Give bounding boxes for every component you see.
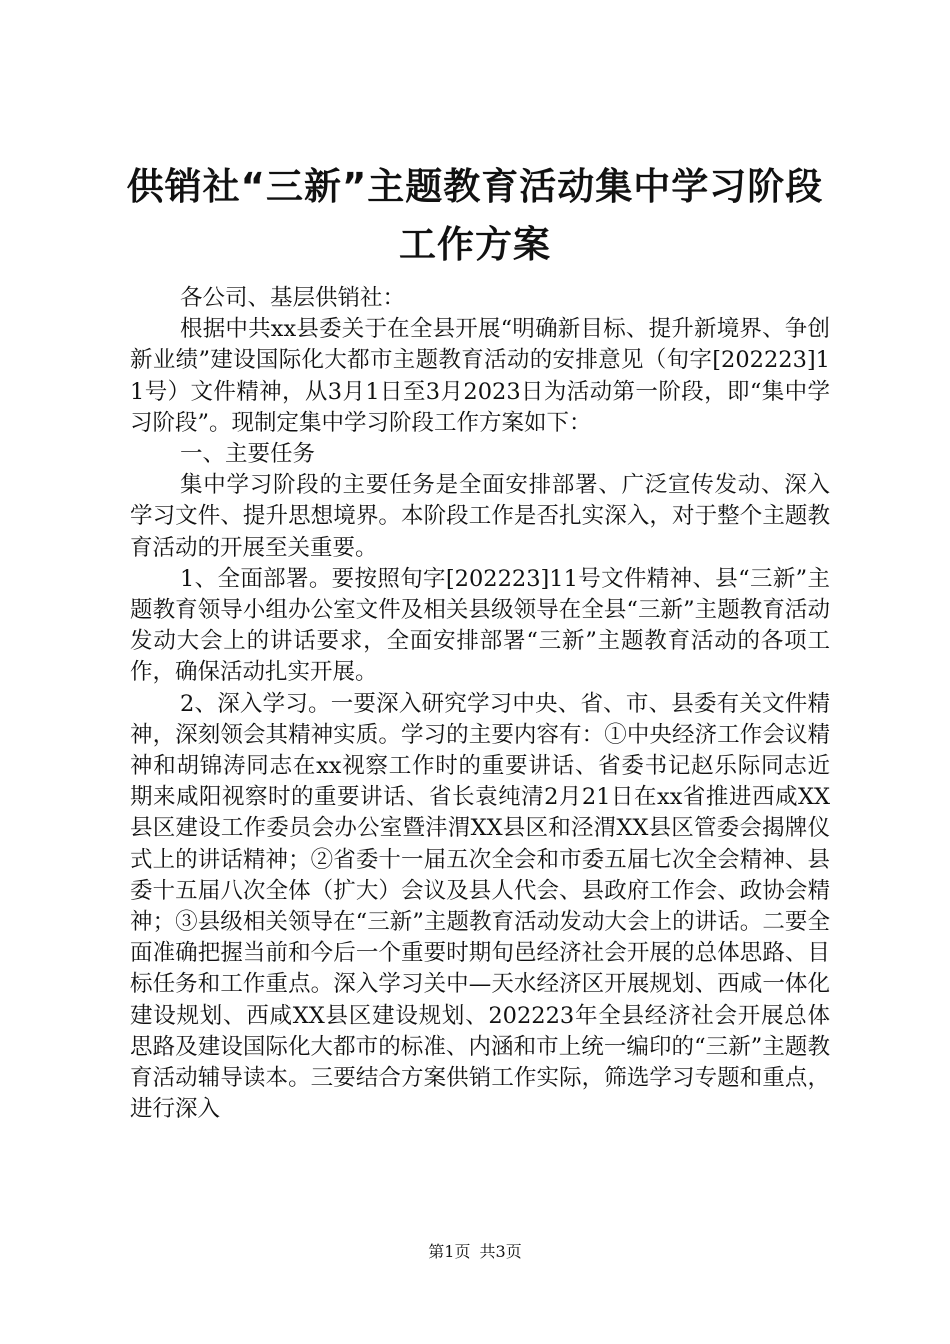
intro-paragraph: 根据中共xx县委关于在全县开展“明确新目标、提升新境界、争创新业绩”建设国际化大都市主题教育活动的安排意见（旬字[202223]11号）文件精神，从3月1日至3月2023日为活动第一阶段，即“集中学习阶段”。现制定集中学习阶段工作方案如下： [130, 316, 830, 436]
document-title: 供销社“三新”主题教育活动集中学习阶段工作方案 [126, 165, 824, 266]
page-number: 第1页 [428, 1242, 471, 1261]
page-total: 共3页 [479, 1242, 522, 1261]
salutation: 各公司、基层供销社： [180, 285, 406, 311]
document-body [130, 283, 830, 1125]
page-footer [0, 1242, 950, 1262]
section-heading: 一、主要任务 [180, 441, 316, 468]
deployment-paragraph: 1、全面部署。要按照旬字[202223]11号文件精神、县“三新”主题教育领导小组办公室文件及相关县级领导在全县“三新”主题教育活动发动大会上的讲话要求，全面安排部署“三新”主题教育活动的各项工作，确保活动扎实开展。 [130, 565, 830, 686]
study-paragraph: 2、深入学习。一要深入研究学习中央、省、市、县委有关文件精神，深刻领会其精神实质。学习的主要内容有：①中央经济工作会议精神和胡锦涛同志在xx视察工作时的重要讲话、省委书记赵乐际同志近期来咸阳视察时的重要讲话、省长袁纯清2月21日在xx省推进西咸XX县区建设工作委员会办公室暨沣渭XX县区和泾渭XX县区管委会揭牌仪式上的讲话精神；②省委十一届五次全会和市委五届七次全会精神、县委十五届八次全体（扩大）会议及县人代会、县政府工作会、政协会精神；③县级相关领导在“三新”主题教育活动发动大会上的讲话。二要全面准确把握当前和今后一个重要时期旬邑经济社会开展的总体思路、目标任务和工作重点。深入学习关中—天水经济区开展规划、西咸一体化建设规划、西咸XX县区建设规划、202223年全县经济社会开展总体思路及建设国际化大都市的标准、内涵和市上统一编印的“三新”主题教育活动辅导读本。三要结合方案供销工作实际，筛选学习专题和重点，进行深入 [130, 690, 830, 1123]
task-paragraph: 集中学习阶段的主要任务是全面安排部署、广泛宣传发动、深入学习文件、提升思想境界。本阶段工作是否扎实深入，对于整个主题教育活动的开展至关重要。 [130, 472, 830, 561]
